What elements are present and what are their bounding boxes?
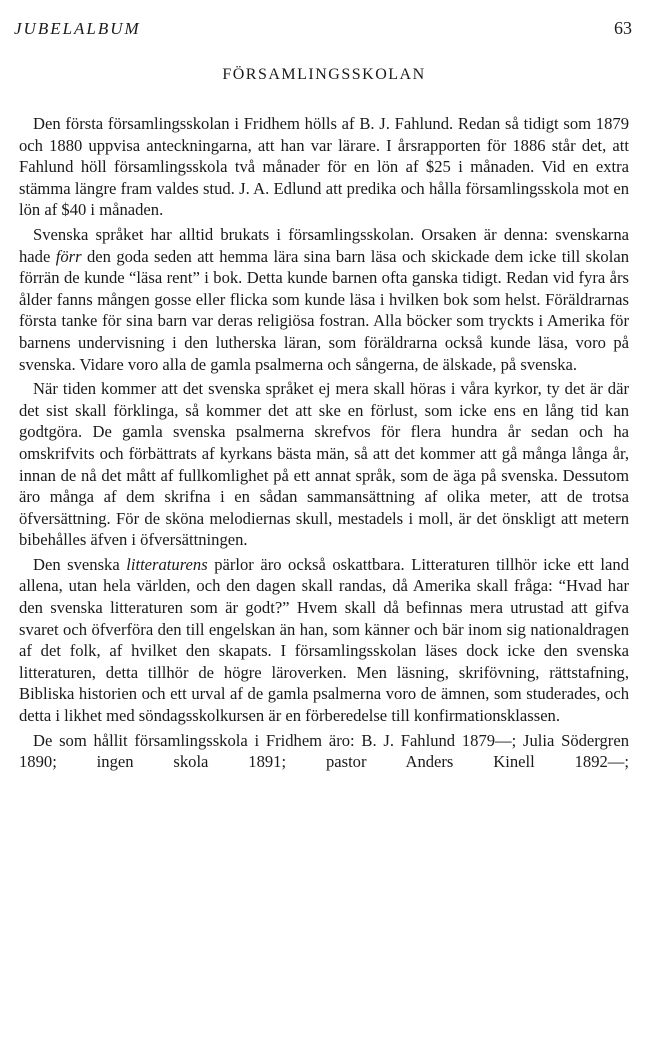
paragraph	[19, 730, 629, 773]
italic-text: förr	[55, 246, 82, 266]
running-title: JUBELALBUM	[14, 19, 141, 38]
body-text	[19, 113, 629, 773]
page-number: 63	[614, 18, 632, 38]
paragraph	[19, 378, 629, 551]
text-run: Svenska språket har alltid brukats i församlingsskolan. Orsaken är denna: svenskarna hade	[19, 224, 629, 266]
text-run: De som hållit församlingsskola i Fridhem äro: B. J. Fahlund 1879—; Julia Södergren 1890; ingen skola 1891; pastor Anders Kinell 1892—;	[19, 730, 629, 772]
paragraph	[19, 224, 629, 375]
running-header	[14, 18, 634, 42]
paragraph	[19, 113, 629, 221]
section-title: FÖRSAMLINGSSKOLAN	[222, 66, 426, 83]
text-run: Den svenska	[33, 554, 127, 574]
text-run: Den första församlingsskolan i Fridhem hölls af B. J. Fahlund. Redan så tidigt som 1879 och 1880 uppvisa anteckningarna, att han var lärare. I årsrapporten för 1886 står det, att Fahlund höll församlingsskola två månader för en lön af $25 i månaden. Vid en extra stämma längre fram valdes stud. J. A. Edlund att predika och hålla församlingsskola mot en lön af $40 i månaden.	[19, 114, 629, 220]
text-run: När tiden kommer att det svenska språket ej mera skall höras i våra kyrkor, ty det är där det sist skall förklinga, så kommer det att ske en förlust, som icke ens en lång tid kan godtgöra. De gamla svenska psalmerna skrefvos för flera hundra år sedan och ha omskrifvits och förbättrats af kyrkans bästa män, så att det kommer att gå många långa år, innan de nå det mått af fullkomlighet på ett annat språk, som de äga på svenska. Dessutom äro många af dem skrifna i en sådan sammansättning af olika meter, att de trotsa öfversättning. För de sköna melodiernas skull, mestadels i moll, är det önskligt att metern bibehålles äfven i öfversättningen.	[19, 379, 629, 550]
italic-text: litteraturens	[126, 554, 208, 574]
text-run: den goda seden att hemma lära sina barn läsa och skickade dem icke till skolan förrän de kunde “läsa rent” i bok. Detta kunde barnen ofta ganska tidigt. Redan vid fyra års ålder fanns mången gosse eller flicka som kunde läsa i hvilken bok som helst. Föräldrarnas första tanke för sina barn var deras religiösa fostran. Alla böcker som tryckts i Amerika för barnens undervisning i den lutherska läran, som föräldrarna också kunde läsa, voro på svenska. Vidare voro alla de gamla psalmerna och sångerna, de älskade, på svenska.	[19, 246, 629, 374]
paragraph	[19, 554, 629, 727]
text-run: pärlor äro också oskattbara. Litteraturen tillhör icke ett land allena, utan hela världen, och den dagen skall randas, då Amerika skall fråga: “Hvad har den svenska litteraturen som är godt?” Hvem skall då befinnas mera utrustad att gifva svaret och öfverföra den till engelskan än han, som känner och bär inom sig nationaldragen af det folk, af hvilket den skapats. I församlingsskolan läses dock icke den svenska litteraturen, detta tillhör de högre läroverken. Men läsning, skrifövning, rättstafning, Bibliska historien och ett urval af de gamla psalmerna voro de ämnen, som studerades, och detta i likhet med söndagsskolkursen är en förberedelse till konfirmationsklassen.	[19, 554, 629, 726]
